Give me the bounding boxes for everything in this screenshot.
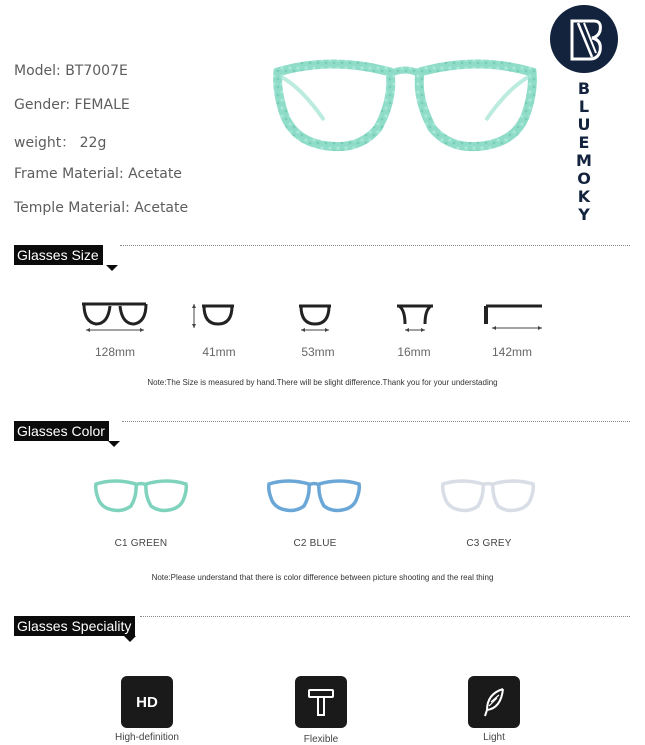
- brand-name: B L U E M O K Y: [576, 79, 592, 224]
- section-glasses-size: [14, 245, 634, 265]
- size-bridge-width: 16mm: [397, 345, 431, 359]
- frame-width-icon: [80, 300, 150, 334]
- temple-length-icon: [482, 300, 546, 334]
- feather-icon: [468, 676, 520, 728]
- spec-temple-material: Temple Material: Acetate: [14, 200, 189, 216]
- size-frame-width: 128mm: [94, 345, 135, 359]
- glasses-grey-image: [440, 478, 536, 514]
- glasses-blue-image: [266, 478, 362, 514]
- section-title: Glasses Size: [14, 245, 103, 265]
- size-note: Note:The Size is measured by hand.There will be slight difference.Thank you for your understading: [147, 378, 498, 387]
- lens-height-icon: [190, 300, 240, 334]
- brand-logo: [550, 5, 618, 73]
- spec-frame-material: Frame Material: Acetate: [14, 166, 182, 182]
- section-glasses-color: [14, 421, 634, 441]
- section-title: Glasses Color: [14, 421, 109, 441]
- color-note: Note:Please understand that there is color difference between picture shooting and the real thing: [151, 573, 494, 582]
- brand-emblem-icon: [550, 5, 618, 73]
- feature-label-hd: High-definition: [115, 732, 179, 743]
- section-title: Glasses Speciality: [14, 616, 135, 636]
- size-temple-length: 142mm: [491, 345, 532, 359]
- hammer-icon: [295, 676, 347, 728]
- section-divider: [140, 616, 630, 617]
- product-glasses-image: [272, 58, 538, 154]
- feature-label-flexible: Flexible: [303, 734, 339, 745]
- color-label-green: C1 GREEN: [114, 538, 168, 549]
- hd-icon: HD: [121, 676, 173, 728]
- section-glasses-speciality: [14, 616, 634, 636]
- feature-label-light: Light: [483, 732, 505, 743]
- spec-gender: Gender: FEMALE: [14, 97, 130, 113]
- section-divider: [120, 245, 630, 246]
- glasses-green-image: [93, 478, 189, 514]
- color-label-blue: C2 BLUE: [293, 538, 337, 549]
- spec-weight: weight： 22g: [14, 135, 107, 151]
- section-divider: [122, 421, 630, 422]
- color-label-grey: C3 GREY: [466, 538, 512, 549]
- size-lens-height: 41mm: [202, 345, 236, 359]
- spec-model: Model: BT7007E: [14, 63, 128, 79]
- lens-width-icon: [295, 300, 335, 334]
- size-lens-width: 53mm: [301, 345, 335, 359]
- bridge-width-icon: [395, 300, 435, 334]
